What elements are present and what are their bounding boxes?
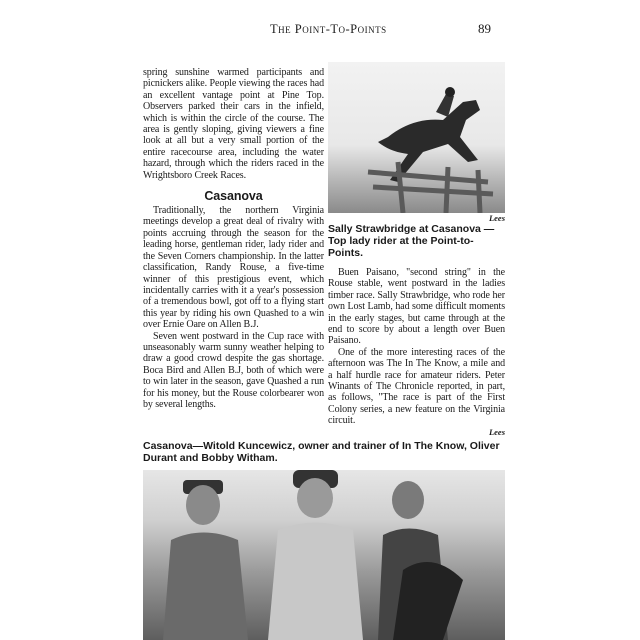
photo-credit: Lees (488, 426, 505, 437)
photo-credit: Lees (488, 213, 505, 223)
left-column (143, 67, 324, 410)
paragraph: spring sunshine warmed participants and picnickers alike. People viewing the races had an excellent vantage point at Pine Top. Observers parked their cars in the infield, which is within the circle of the course. The area is gently sloping, giving viewers a fine look at all but a very small portion of the entire racecourse area, including the water hazard, through which the riders raced in the Wrightsboro Creek Races. (143, 67, 324, 181)
right-column-block (328, 62, 505, 437)
horse-jumping-photo (328, 62, 505, 213)
paragraph: Traditionally, the northern Virginia meetings develop a great deal of rivalry with points accruing through the season for the leading horse, gentleman rider, lady rider and the Seven Corners championship. In the latter classification, Randy Rouse, a five-time winner of this prestigious event, which incidentally carries with it a year's possession of a tremendous bowl, got off to a flying start this year by riding his own Quashed to a win over Ernie Oare on Allen B.J. (143, 205, 324, 331)
page-number: 89 (478, 21, 491, 36)
paragraph: Seven went postward in the Cup race with unseasonably warm sunny weather helping to draw a good crowd despite the gas shortage. Boca Bird and Allen B.J, both of which were to win later in the season, gave Quashed a run for his money, but the Rouse colorbearer won by several lengths. (143, 330, 324, 410)
top-photo-caption: Sally Strawbridge at Casanova — Top lady rider at the Point-to-Points. (328, 223, 495, 259)
paragraph: One of the more interesting races of the afternoon was The In The Know, a mile and a half hurdle race for amateur riders. Peter Winants of The Chronicle reported, in part, as follows, "The race is part of the First Colony series, a new feature on the Virginia circuit. (328, 346, 505, 427)
page-body (143, 62, 505, 640)
bottom-photo-caption: Casanova—Witold Kuncewicz, owner and trainer of In The Know, Oliver Durant and Bobby Witham. (143, 439, 500, 464)
right-column (328, 267, 505, 427)
horse-rider-illustration (328, 62, 505, 213)
three-men-photo (143, 470, 505, 640)
men-illustration (143, 470, 505, 640)
running-head: The Point-To-Points (270, 22, 387, 36)
two-columns (143, 62, 505, 437)
section-heading: Casanova (204, 189, 263, 204)
paragraph: Buen Paisano, "second string" in the Rouse stable, went postward in the ladies timber race. Sally Strawbridge, who rode her own Lost Lamb, had some difficult moments in the early stages, but came through at the end to score by about a length over Buen Paisano. (328, 267, 505, 347)
